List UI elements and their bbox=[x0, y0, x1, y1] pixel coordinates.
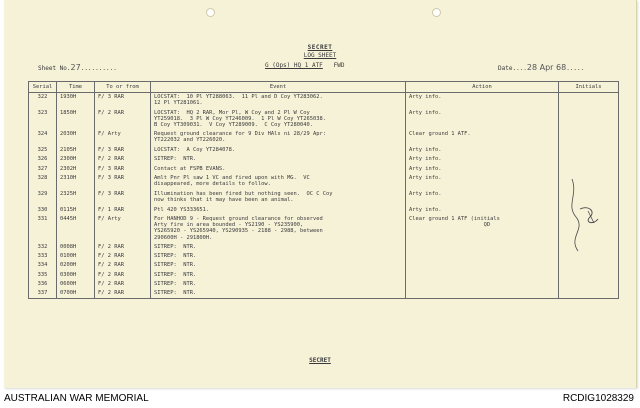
log-entry-action bbox=[406, 289, 559, 299]
log-entry-event: Ptl 420 YS333651. bbox=[151, 206, 406, 215]
log-entry-event: Amlt Pnr Pl saw 1 VC and fired upon with MG. VC disappeared, more details to follow. bbox=[151, 174, 406, 190]
log-table bbox=[28, 81, 619, 299]
log-entry-to-or-from: F/ Arty bbox=[95, 130, 151, 146]
log-entry-event: SITREP: NTR. bbox=[151, 261, 406, 270]
column-header-serial: Serial bbox=[29, 82, 57, 93]
log-entry-row bbox=[29, 206, 619, 215]
log-entry-time: 0300H bbox=[57, 271, 95, 280]
log-entry-row bbox=[29, 190, 619, 206]
log-entry-event: SITREP: NTR. bbox=[151, 243, 406, 252]
unit-name: G (Ops) HQ 1 ATF bbox=[265, 62, 323, 69]
security-classification-top: SECRET bbox=[307, 44, 333, 51]
log-entry-serial: 324 bbox=[29, 130, 57, 146]
sheet-date: Date....28 Apr 68..... bbox=[498, 63, 585, 72]
log-entry-serial: 333 bbox=[29, 252, 57, 261]
log-entry-time: 0700H bbox=[57, 289, 95, 299]
unit-heading bbox=[265, 62, 344, 69]
handwritten-initials-signature bbox=[558, 175, 608, 255]
log-entry-event: LOCSTAT: HQ 2 RAR, Mor Pl, W Coy and 2 Pl W Coy YT259018. 3 Pl W Coy YT246009. 1 Pl W Coy YT265038. B Coy YT309031. V Coy YT289009. C Coy YT280040. bbox=[151, 109, 406, 131]
archive-name: AUSTRALIAN WAR MEMORIAL bbox=[4, 393, 149, 404]
log-entry-event: SITREP: NTR. bbox=[151, 271, 406, 280]
log-entry-row bbox=[29, 271, 619, 280]
sheet-number: Sheet No.27.......... bbox=[38, 63, 117, 72]
log-entry-to-or-from: F/ 3 RAR bbox=[95, 93, 151, 109]
log-entry-serial: 328 bbox=[29, 174, 57, 190]
log-entry-to-or-from: F/ 2 RAR bbox=[95, 271, 151, 280]
unit-suffix: FWD bbox=[333, 62, 345, 69]
log-entry-initials bbox=[559, 130, 619, 146]
archive-reference: RCDIG1028329 bbox=[562, 393, 634, 404]
log-entry-initials bbox=[559, 289, 619, 299]
sheet-number-label: Sheet No. bbox=[38, 65, 71, 72]
log-entry-row bbox=[29, 289, 619, 299]
log-entry-event: SITREP: NTR. bbox=[151, 155, 406, 164]
log-entry-to-or-from: F/ 2 RAR bbox=[95, 243, 151, 252]
date-label: Date bbox=[498, 65, 513, 72]
log-entry-action bbox=[406, 271, 559, 280]
log-entry-to-or-from: F/ 2 RAR bbox=[95, 280, 151, 289]
log-entry-to-or-from: F/ Arty bbox=[95, 215, 151, 243]
log-entry-serial: 331 bbox=[29, 215, 57, 243]
log-entry-row bbox=[29, 155, 619, 164]
log-entry-action: Clear ground 1 ATF (initials QD bbox=[406, 215, 559, 243]
log-entry-time: 0600H bbox=[57, 280, 95, 289]
log-entry-event: LOCSTAT: 10 Pl YT288063. 11 Pl and D Coy YT283062. 12 Pl YT281061. bbox=[151, 93, 406, 109]
log-entry-row bbox=[29, 215, 619, 243]
log-entry-time: 2105H bbox=[57, 146, 95, 155]
column-header-initials: Initials bbox=[559, 82, 619, 93]
log-entry-time: 2030H bbox=[57, 130, 95, 146]
log-entry-row bbox=[29, 243, 619, 252]
log-entry-serial: 323 bbox=[29, 109, 57, 131]
log-entry-action: Arty info. bbox=[406, 109, 559, 131]
log-entry-time: 0008H bbox=[57, 243, 95, 252]
log-entry-row bbox=[29, 261, 619, 270]
log-entry-to-or-from: F/ 2 RAR bbox=[95, 261, 151, 270]
log-entry-to-or-from: F/ 2 RAR bbox=[95, 109, 151, 131]
log-entry-action: Arty info. bbox=[406, 146, 559, 155]
date-value: 28 Apr 68 bbox=[526, 63, 567, 72]
log-entry-serial: 337 bbox=[29, 289, 57, 299]
log-entry-serial: 335 bbox=[29, 271, 57, 280]
log-entry-row bbox=[29, 146, 619, 155]
log-entry-time: 2325H bbox=[57, 190, 95, 206]
log-entry-initials bbox=[559, 280, 619, 289]
punch-hole bbox=[206, 8, 215, 17]
log-entry-serial: 327 bbox=[29, 165, 57, 174]
log-entry-initials bbox=[559, 146, 619, 155]
log-entry-action: Arty info. bbox=[406, 165, 559, 174]
log-entry-time: 2300H bbox=[57, 155, 95, 164]
column-header-action: Action bbox=[406, 82, 559, 93]
log-entry-initials bbox=[559, 165, 619, 174]
punch-hole bbox=[432, 8, 441, 17]
log-entry-event: SITREP: NTR. bbox=[151, 252, 406, 261]
log-entry-to-or-from: F/ 1 RAR bbox=[95, 206, 151, 215]
log-entry-initials bbox=[559, 261, 619, 270]
log-entry-action bbox=[406, 252, 559, 261]
log-entry-to-or-from: F/ 2 RAR bbox=[95, 155, 151, 164]
log-entry-time: 2302H bbox=[57, 165, 95, 174]
log-entry-to-or-from: F/ 3 RAR bbox=[95, 190, 151, 206]
log-entry-event: Request ground clearance for 9 Div HAls ni 28/29 Apr: YT222032 and YT226020. bbox=[151, 130, 406, 146]
security-classification-bottom: SECRET bbox=[309, 357, 331, 364]
log-entry-serial: 329 bbox=[29, 190, 57, 206]
sheet-number-value: 27 bbox=[70, 63, 81, 72]
log-entry-row bbox=[29, 280, 619, 289]
log-entry-time: 0115H bbox=[57, 206, 95, 215]
log-entry-action: Arty info. bbox=[406, 206, 559, 215]
log-entry-action: Arty info. bbox=[406, 174, 559, 190]
column-header-to-or-from: To or from bbox=[95, 82, 151, 93]
log-entry-row bbox=[29, 174, 619, 190]
log-entry-action: Arty info. bbox=[406, 190, 559, 206]
log-entry-row bbox=[29, 130, 619, 146]
log-entry-action: Arty info. bbox=[406, 155, 559, 164]
log-entry-initials bbox=[559, 109, 619, 131]
log-entry-time: 1850H bbox=[57, 109, 95, 131]
column-header-event: Event bbox=[151, 82, 406, 93]
log-entry-serial: 326 bbox=[29, 155, 57, 164]
table-header-row bbox=[29, 82, 619, 93]
log-entry-row bbox=[29, 109, 619, 131]
log-entry-to-or-from: F/ 3 RAR bbox=[95, 174, 151, 190]
log-entry-time: 2310H bbox=[57, 174, 95, 190]
log-entry-to-or-from: F/ 2 RAR bbox=[95, 252, 151, 261]
log-entry-initials bbox=[559, 93, 619, 109]
log-entry-event: SITREP: NTR. bbox=[151, 280, 406, 289]
log-entry-time: 0200H bbox=[57, 261, 95, 270]
log-entry-serial: 334 bbox=[29, 261, 57, 270]
log-entry-initials bbox=[559, 155, 619, 164]
log-entry-row bbox=[29, 93, 619, 109]
log-entry-action bbox=[406, 280, 559, 289]
log-entry-action bbox=[406, 243, 559, 252]
log-entry-row bbox=[29, 165, 619, 174]
log-entry-action bbox=[406, 261, 559, 270]
log-entry-event: Illumination has been fired but nothing seen. OC C Coy now thinks that it may have been an animal. bbox=[151, 190, 406, 206]
log-entry-time: 0100H bbox=[57, 252, 95, 261]
log-entry-to-or-from: F/ 2 RAR bbox=[95, 289, 151, 299]
log-entry-event: Contact at FSPB EVANS. bbox=[151, 165, 406, 174]
log-entry-to-or-from: F/ 3 RAR bbox=[95, 146, 151, 155]
log-entry-row bbox=[29, 252, 619, 261]
log-entry-time: 1930H bbox=[57, 93, 95, 109]
log-entry-action: Clear ground 1 ATF. bbox=[406, 130, 559, 146]
log-entry-serial: 336 bbox=[29, 280, 57, 289]
log-entry-event: For HANHOD 9 - Request ground clearance for observed Arty fire in area bounded - YS2190 - YS235900, YS265920 - YS265940, YS290935 - 2188 - 2988, between 290600H - 291800H. bbox=[151, 215, 406, 243]
log-entry-action: Arty info. bbox=[406, 93, 559, 109]
log-entry-serial: 330 bbox=[29, 206, 57, 215]
log-entry-serial: 332 bbox=[29, 243, 57, 252]
log-entry-serial: 322 bbox=[29, 93, 57, 109]
log-entry-to-or-from: F/ 3 RAR bbox=[95, 165, 151, 174]
log-entry-initials bbox=[559, 271, 619, 280]
log-entry-serial: 325 bbox=[29, 146, 57, 155]
log-sheet-title: LOG SHEET bbox=[303, 52, 337, 59]
column-header-time: Time bbox=[57, 82, 95, 93]
log-entry-event: LOCSTAT: A Coy YT284078. bbox=[151, 146, 406, 155]
log-entry-event: SITREP: NTR. bbox=[151, 289, 406, 299]
log-entry-time: 0445H bbox=[57, 215, 95, 243]
